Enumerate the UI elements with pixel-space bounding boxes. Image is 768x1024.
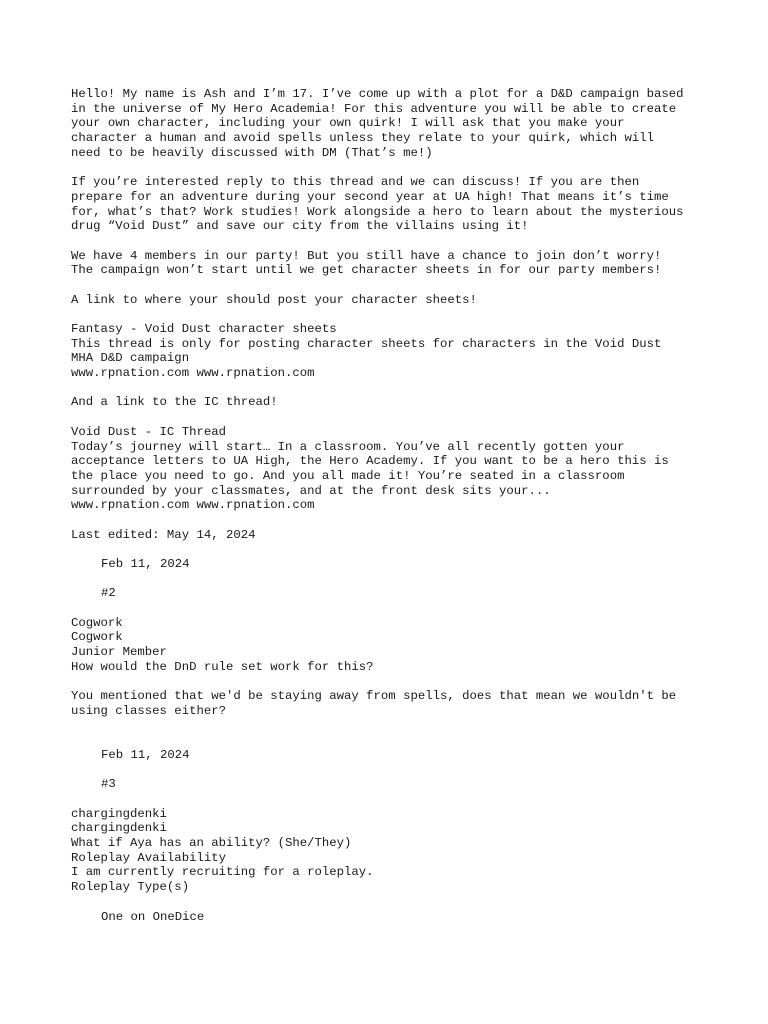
link-preview-description: the place you need to go. And you all made it! You’re seated in a classroom — [71, 468, 625, 483]
user-role: Junior Member — [71, 645, 167, 660]
reply-post-3 — [71, 748, 711, 924]
post-text-line: need to be heavily discussed with DM (That’s me!) — [71, 145, 433, 160]
post-text-line: And a link to the IC thread! — [71, 395, 278, 410]
link-preview-title[interactable]: Void Dust - IC Thread — [71, 424, 226, 439]
link-preview-description: acceptance letters to UA High, the Hero Academy. If you want to be a hero this is — [71, 454, 669, 469]
user-avatar-label[interactable]: chargingdenki — [71, 806, 167, 821]
link-preview-description: This thread is only for posting character sheets for characters in the Void Dust — [71, 336, 662, 351]
post-number[interactable]: #3 — [101, 777, 116, 792]
link-preview-title[interactable]: Fantasy - Void Dust character sheets — [71, 322, 337, 336]
post-text-line: You mentioned that we'd be staying away from spells, does that mean we wouldn't be — [71, 689, 677, 704]
username-link[interactable]: Cogwork — [71, 630, 123, 645]
profile-field-label: Roleplay Type(s) — [71, 880, 190, 895]
post-text-line: character a human and avoid spells unless they relate to your quirk, which will — [71, 131, 654, 146]
post-number[interactable]: #2 — [101, 586, 116, 601]
profile-field-value: I am currently recruiting for a roleplay. — [71, 865, 374, 880]
post-text-line: using classes either? — [71, 703, 226, 718]
link-preview-description: MHA D&D campaign — [71, 351, 190, 366]
post-text-line: Hello! My name is Ash and I’m 17. I’ve come up with a plot for a D&D campaign based — [71, 87, 684, 101]
user-avatar-label[interactable]: Cogwork — [71, 615, 123, 630]
link-preview-description: Today’s journey will start… In a classroom. You’ve all recently gotten your — [71, 439, 625, 454]
username-link[interactable]: chargingdenki — [71, 821, 167, 836]
post-text-line: A link to where your should post your character sheets! — [71, 292, 477, 307]
post-text-line: in the universe of My Hero Academia! For this adventure you will be able to create — [71, 101, 677, 116]
link-preview-ic-thread[interactable] — [71, 425, 711, 513]
last-edited-note: Last edited: May 14, 2024 — [71, 527, 256, 542]
post-text-line: The campaign won’t start until we get character sheets in for our party members! — [71, 263, 662, 278]
profile-field-value: One on OneDice — [101, 909, 205, 924]
post-text-line: How would the DnD rule set work for this? — [71, 659, 374, 674]
reply-post-2 — [71, 557, 711, 748]
post-text-line: prepare for an adventure during your second year at UA high! That means it’s time — [71, 189, 669, 204]
post-text-line: If you’re interested reply to this thread and we can discuss! If you are then — [71, 175, 640, 190]
link-preview-url[interactable]: www.rpnation.com www.rpnation.com — [71, 366, 315, 381]
user-title: What if Aya has an ability? (She/They) — [71, 836, 352, 851]
post-text-line: your own character, including your own quirk! I will ask that you make your — [71, 116, 625, 131]
profile-field-label: Roleplay Availability — [71, 850, 226, 865]
post-date[interactable]: Feb 11, 2024 — [101, 747, 190, 762]
post-date[interactable]: Feb 11, 2024 — [101, 557, 190, 571]
forum-thread-page — [71, 87, 711, 924]
link-preview-url[interactable]: www.rpnation.com www.rpnation.com — [71, 498, 315, 513]
link-preview-character-sheets[interactable] — [71, 322, 711, 381]
post-text-line: for, what’s that? Work studies! Work alongside a hero to learn about the mysterious — [71, 204, 684, 219]
link-preview-description: surrounded by your classmates, and at the front desk sits your... — [71, 483, 551, 498]
post-text-line: drug “Void Dust” and save our city from the villains using it! — [71, 219, 529, 234]
post-text-line: We have 4 members in our party! But you still have a chance to join don’t worry! — [71, 248, 662, 263]
original-post-body — [71, 87, 711, 557]
